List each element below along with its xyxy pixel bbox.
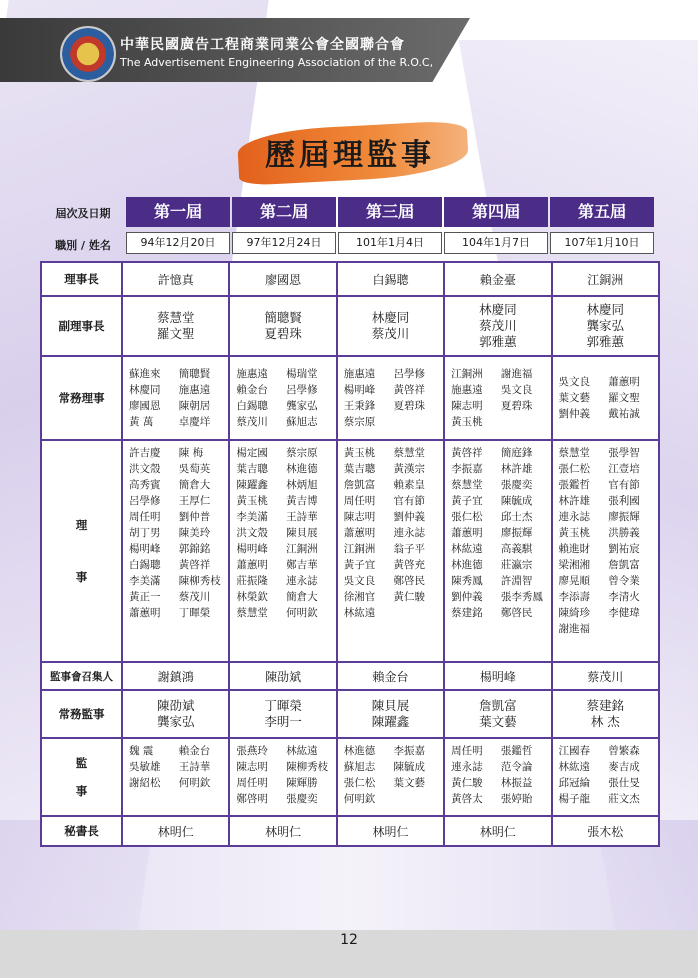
member-name: 陳綺珍 [558, 607, 591, 619]
table-row-supervisors [41, 738, 659, 816]
row-label-directors-char: 事 [75, 570, 88, 584]
term-header-2: 第二屆 [232, 197, 336, 227]
member-name: 李美滿 [129, 575, 161, 587]
page-number: 12 [340, 932, 358, 948]
member-name: 江銅洲 [343, 543, 376, 555]
row-label-standing: 常務理事 [41, 356, 122, 440]
row-label-supervisors-char: 事 [75, 784, 88, 798]
term-date-5: 107年1月10日 [550, 232, 654, 254]
member-name: 蔡慧堂 [393, 447, 425, 459]
member-name: 鄭吉華 [286, 559, 318, 571]
member-name: 莊瀛宗 [500, 559, 533, 571]
member-name: 謝進福 [558, 623, 591, 635]
secretary-cell: 林明仁 [337, 816, 444, 846]
member-name: 蔡建銘 [586, 698, 625, 713]
member-name: 楊明峰 [343, 384, 376, 396]
member-name: 林進德 [286, 463, 318, 475]
member-name: 楊定國 [236, 447, 268, 459]
member-name: 官有節 [608, 479, 640, 491]
member-name: 蕭蕙明 [608, 376, 640, 388]
member-name: 麥吉成 [608, 761, 640, 773]
member-name: 劉仲義 [393, 511, 425, 523]
member-name: 陳柳秀枝 [178, 575, 221, 587]
member-name: 葉吉聰 [343, 463, 376, 475]
member-name: 黃玉桃 [343, 447, 376, 459]
convener-cell: 楊明峰 [444, 662, 551, 690]
member-name: 林榮欽 [236, 591, 268, 603]
chairman-cell: 廖國恩 [229, 262, 336, 296]
vice-cell [337, 296, 444, 356]
member-name: 李清火 [608, 591, 640, 603]
member-name: 劉仲普 [178, 511, 211, 523]
member-name: 呂學修 [393, 368, 425, 380]
member-name: 陳志明 [451, 400, 483, 412]
member-name: 林慶同 [371, 310, 410, 325]
member-name: 江國春 [558, 745, 591, 757]
member-name: 蘇進來 [129, 368, 161, 380]
row-label-convener: 監事會召集人 [41, 662, 122, 690]
row-label-standing-sup: 常務監事 [41, 690, 122, 738]
member-name: 廖振輝 [608, 511, 640, 523]
member-name: 簡聰賢 [178, 368, 211, 380]
supervisors-cell [230, 743, 335, 807]
member-name: 張燕玲 [236, 745, 268, 757]
member-name: 張學智 [608, 447, 640, 459]
member-name: 羅文聖 [156, 326, 195, 341]
member-name: 張仕旻 [608, 777, 640, 789]
member-name: 黃正一 [129, 591, 161, 603]
member-name: 何明欽 [178, 777, 211, 789]
member-name: 郭雅蕙 [479, 334, 517, 349]
board-members-table [40, 261, 660, 847]
secretary-cell: 張木松 [552, 816, 659, 846]
member-name: 施惠遠 [451, 384, 483, 396]
member-name: 林進德 [343, 745, 376, 757]
member-name: 徐湘官 [343, 591, 376, 603]
member-name: 洪文殼 [236, 527, 268, 539]
directors-cell [553, 445, 658, 637]
member-name: 林紘遠 [286, 745, 318, 757]
standing-sup-cell [229, 690, 336, 738]
member-name: 楊瑞堂 [286, 368, 318, 380]
member-name: 賴素皇 [393, 479, 425, 491]
member-name: 黃吉博 [286, 495, 318, 507]
member-name: 張利國 [608, 495, 640, 507]
secretary-cell: 林明仁 [444, 816, 551, 846]
member-name: 翁子平 [393, 543, 425, 555]
member-name: 曾令業 [608, 575, 640, 587]
standing-cell [553, 374, 658, 422]
member-name: 謝紹松 [129, 777, 161, 789]
member-name: 陳朝居 [178, 400, 211, 412]
member-name: 陳柳秀枝 [286, 761, 329, 773]
standing-cell [230, 366, 335, 430]
member-name: 葉文藝 [558, 392, 591, 404]
row-label-vice: 副理事長 [41, 296, 122, 356]
member-name: 邱冠綸 [558, 777, 591, 789]
page-title: 歷屆理監事 [265, 138, 435, 173]
member-name: 邱士杰 [500, 511, 533, 523]
standing-sup-cell [337, 690, 444, 738]
chairman-cell: 白錫聰 [337, 262, 444, 296]
member-name: 謝進福 [500, 368, 533, 380]
member-name: 洪勝義 [608, 527, 640, 539]
member-name: 連永誌 [451, 761, 483, 773]
member-name: 高秀賓 [129, 479, 161, 491]
member-name: 黃啓祥 [393, 384, 425, 396]
member-name: 江銅洲 [286, 543, 318, 555]
member-name: 楊子龍 [558, 793, 591, 805]
member-name: 林紘遠 [451, 543, 483, 555]
member-name: 蔡慧堂 [451, 479, 483, 491]
member-name: 張慶奕 [286, 793, 318, 805]
directors-cell [230, 445, 335, 621]
member-name: 卓慶垟 [178, 416, 211, 428]
member-name: 高義騏 [500, 543, 533, 555]
member-name: 張鑑哲 [500, 745, 533, 757]
member-name: 施惠遠 [236, 368, 268, 380]
member-name: 廖振輝 [500, 527, 533, 539]
member-name: 張鑑哲 [558, 479, 591, 491]
member-name: 林慶同 [479, 302, 517, 317]
directors-cell [123, 445, 228, 621]
member-name: 葉文藝 [479, 714, 517, 729]
member-name: 黃啓祥 [178, 559, 211, 571]
row-label-supervisors-char: 監 [75, 756, 88, 770]
member-name: 呂學修 [129, 495, 161, 507]
member-name: 連永誌 [286, 575, 318, 587]
supervisors-cell [123, 743, 228, 791]
member-name: 林紘遠 [558, 761, 591, 773]
member-name: 廖國恩 [129, 400, 161, 412]
member-name: 吳敏雄 [129, 761, 161, 773]
term-header-5: 第五屆 [550, 197, 654, 227]
member-name: 蔡茂川 [236, 416, 268, 428]
member-name: 李美滿 [236, 511, 268, 523]
org-name-cn: 中華民國廣告工程商業同業公會全國聯合會 [120, 37, 405, 53]
member-name: 簡倉大 [178, 479, 211, 491]
table-row-chairman [41, 262, 659, 296]
member-name: 詹凱富 [608, 559, 640, 571]
member-name: 洪文殼 [129, 463, 161, 475]
row-label-secretary: 秘書長 [41, 816, 122, 846]
member-name: 黃玉桃 [558, 527, 591, 539]
term-header-4: 第四屆 [444, 197, 548, 227]
term-date-4: 104年1月7日 [444, 232, 548, 254]
member-name: 范令論 [500, 761, 533, 773]
member-name: 林進德 [451, 559, 483, 571]
member-name: 簡倉大 [286, 591, 318, 603]
vice-cell [229, 296, 336, 356]
standing-cell [338, 366, 443, 430]
member-name: 陳 梅 [178, 447, 204, 459]
member-name: 林炳旭 [286, 479, 318, 491]
term-header-3: 第三屆 [338, 197, 442, 227]
table-row-directors [41, 440, 659, 662]
member-name: 江壹培 [608, 463, 640, 475]
convener-cell: 陳劭斌 [229, 662, 336, 690]
member-name: 李明一 [264, 714, 302, 729]
member-name: 張李秀鳳 [500, 591, 543, 603]
member-name: 龔家弘 [586, 318, 625, 333]
member-name: 蔡建銘 [451, 607, 483, 619]
member-name: 陳躍鑫 [236, 479, 268, 491]
member-name: 陳志明 [343, 511, 376, 523]
term-date-3: 101年1月4日 [338, 232, 442, 254]
member-name: 蕭蕙明 [129, 607, 161, 619]
member-name: 賴金台 [236, 384, 268, 396]
member-name: 李健瑋 [608, 607, 640, 619]
member-name: 鄭啓明 [236, 793, 268, 805]
member-name: 羅文聖 [608, 392, 640, 404]
member-name: 夏碧珠 [264, 326, 302, 341]
member-name: 連永誌 [393, 527, 425, 539]
member-name: 施惠遠 [343, 368, 376, 380]
member-name: 郭錦銘 [178, 543, 211, 555]
standing-sup-cell [122, 690, 229, 738]
standing-sup-cell [552, 690, 659, 738]
member-name: 黃子宜 [343, 559, 376, 571]
member-name: 張仁松 [343, 777, 376, 789]
standing-sup-cell [444, 690, 551, 738]
member-name: 林慶同 [586, 302, 625, 317]
member-name: 吳文良 [500, 384, 533, 396]
member-name: 龔家弘 [286, 400, 318, 412]
supervisors-cell [445, 743, 550, 807]
member-name: 王詩華 [286, 511, 318, 523]
member-name: 王厚仁 [178, 495, 211, 507]
member-name: 詹凱富 [479, 698, 517, 713]
table-row-standing [41, 356, 659, 440]
member-name: 陳貝展 [286, 527, 318, 539]
standing-cell [445, 366, 550, 430]
member-name: 林許雄 [500, 463, 533, 475]
member-name: 蔡茂川 [178, 591, 211, 603]
member-name: 楊明峰 [129, 543, 161, 555]
member-name: 張慶奕 [500, 479, 533, 491]
member-name: 李添壽 [558, 591, 591, 603]
member-name: 詹凱富 [343, 479, 376, 491]
member-name: 蔡茂川 [479, 318, 517, 333]
member-name: 龔家弘 [156, 714, 195, 729]
term-header-1: 第一屆 [126, 197, 230, 227]
member-name: 劉仲義 [451, 591, 483, 603]
member-name: 林慶同 [129, 384, 161, 396]
member-name: 黃啓祥 [451, 447, 483, 459]
member-name: 鄭啓民 [393, 575, 425, 587]
member-name: 黃玉桃 [236, 495, 268, 507]
role-row-label: 職別 / 姓名 [55, 239, 111, 252]
table-row-vice [41, 296, 659, 356]
member-name: 陳毓成 [500, 495, 533, 507]
member-name: 李振嘉 [451, 463, 483, 475]
member-name: 胡丁男 [129, 527, 161, 539]
member-name: 賴金台 [178, 745, 211, 757]
association-logo-icon [60, 26, 116, 82]
member-name: 王秉鋒 [343, 400, 376, 412]
member-name: 戴祐誠 [608, 408, 640, 420]
member-name: 蔡慧堂 [558, 447, 591, 459]
vice-cell [122, 296, 229, 356]
member-name: 陳劭斌 [156, 698, 195, 713]
convener-cell: 謝鎮鴻 [122, 662, 229, 690]
term-date-2: 97年12月24日 [232, 232, 336, 254]
member-name: 黃啓充 [393, 559, 425, 571]
member-name: 梁湘湘 [558, 559, 591, 571]
standing-cell [123, 366, 228, 430]
term-date-1: 94年12月20日 [126, 232, 230, 254]
member-name: 蕭蕙明 [451, 527, 483, 539]
member-name: 林振益 [500, 777, 533, 789]
member-name: 何明欽 [286, 607, 318, 619]
member-name: 蕭蕙明 [236, 559, 268, 571]
member-name: 周任明 [343, 495, 376, 507]
member-name: 蔡宗原 [343, 416, 376, 428]
member-name: 陳輝勝 [286, 777, 318, 789]
member-name: 蘇旭志 [343, 761, 376, 773]
member-name: 夏碧珠 [393, 400, 425, 412]
table-row-standing-sup [41, 690, 659, 738]
member-name: 白錫聰 [129, 559, 161, 571]
member-name: 劉仲義 [558, 408, 591, 420]
member-name: 林 杰 [590, 714, 620, 729]
member-name: 黃 萬 [129, 416, 154, 428]
member-name: 吳文良 [558, 376, 591, 388]
vice-cell [552, 296, 659, 356]
member-name: 蔡茂川 [371, 326, 410, 341]
member-name: 何明欽 [343, 793, 376, 805]
member-name: 陳志明 [236, 761, 268, 773]
member-name: 黃啓太 [451, 793, 483, 805]
member-name: 蘇旭志 [286, 416, 318, 428]
member-name: 賴進財 [558, 543, 591, 555]
member-name: 周任明 [451, 745, 483, 757]
term-row-label: 屆次及日期 [55, 207, 111, 220]
member-name: 張婷貽 [500, 793, 533, 805]
member-name: 官有節 [393, 495, 425, 507]
org-name-en: The Advertisement Engineering Association of the R.O.C, [120, 56, 434, 69]
member-name: 丁暉榮 [178, 607, 211, 619]
member-name: 魏 震 [129, 745, 154, 757]
secretary-cell: 林明仁 [229, 816, 336, 846]
member-name: 陳秀鳳 [451, 575, 483, 587]
member-name: 許淵智 [500, 575, 533, 587]
member-name: 許吉慶 [129, 447, 161, 459]
row-label-chairman: 理事長 [41, 262, 122, 296]
member-name: 劉祐宸 [608, 543, 640, 555]
member-name: 葉吉聰 [236, 463, 268, 475]
member-name: 黃子宜 [451, 495, 483, 507]
member-name: 林許雄 [558, 495, 591, 507]
table-row-secretary [41, 816, 659, 846]
member-name: 丁暉榮 [264, 698, 302, 713]
member-name: 白錫聰 [236, 400, 268, 412]
member-name: 張仁松 [451, 511, 483, 523]
row-label-directors [41, 440, 122, 662]
member-name: 林紘遠 [343, 607, 376, 619]
supervisors-cell [553, 743, 658, 807]
member-name: 周任明 [129, 511, 161, 523]
member-name: 蔡慧堂 [236, 607, 268, 619]
member-name: 李振嘉 [393, 745, 425, 757]
member-name: 楊明峰 [236, 543, 268, 555]
member-name: 蕭蕙明 [343, 527, 376, 539]
member-name: 鄭啓民 [500, 607, 533, 619]
member-name: 莊文杰 [608, 793, 640, 805]
convener-cell: 蔡茂川 [552, 662, 659, 690]
member-name: 周任明 [236, 777, 268, 789]
member-name: 施惠遠 [178, 384, 211, 396]
member-name: 郭雅蕙 [586, 334, 625, 349]
member-name: 連永誌 [558, 511, 591, 523]
member-name: 黃玉桃 [451, 416, 483, 428]
vice-cell [444, 296, 551, 356]
member-name: 蔡宗原 [286, 447, 318, 459]
row-label-directors-char: 理 [75, 518, 88, 532]
member-name: 蔡慧堂 [156, 310, 195, 325]
member-name: 吳文良 [343, 575, 376, 587]
secretary-cell: 林明仁 [122, 816, 229, 846]
member-name: 廖晃順 [558, 575, 591, 587]
member-name: 陳美玲 [178, 527, 211, 539]
table-row-convener [41, 662, 659, 690]
member-name: 葉文藝 [393, 777, 425, 789]
member-name: 陳毓成 [393, 761, 425, 773]
directors-cell [445, 445, 550, 621]
member-name: 陳躍鑫 [371, 714, 410, 729]
member-name: 呂學修 [286, 384, 318, 396]
member-name: 王詩華 [178, 761, 211, 773]
directors-cell [338, 445, 443, 621]
chairman-cell: 賴金臺 [444, 262, 551, 296]
member-name: 夏碧珠 [500, 400, 533, 412]
supervisors-cell [338, 743, 443, 807]
chairman-cell: 江銅洲 [552, 262, 659, 296]
member-name: 黃仁駿 [393, 591, 425, 603]
member-name: 簡庭鋒 [500, 447, 533, 459]
row-label-supervisors [41, 738, 122, 816]
chairman-cell: 許憶真 [122, 262, 229, 296]
member-name: 吳萄英 [178, 463, 211, 475]
member-name: 簡聰賢 [264, 310, 302, 325]
member-name: 莊振隆 [236, 575, 268, 587]
convener-cell: 賴金台 [337, 662, 444, 690]
member-name: 黃仁駿 [451, 777, 483, 789]
member-name: 陳貝展 [371, 698, 410, 713]
member-name: 黃漢宗 [393, 463, 425, 475]
member-name: 張仁松 [558, 463, 591, 475]
member-name: 江銅洲 [451, 368, 483, 380]
member-name: 曾繁森 [608, 745, 640, 757]
